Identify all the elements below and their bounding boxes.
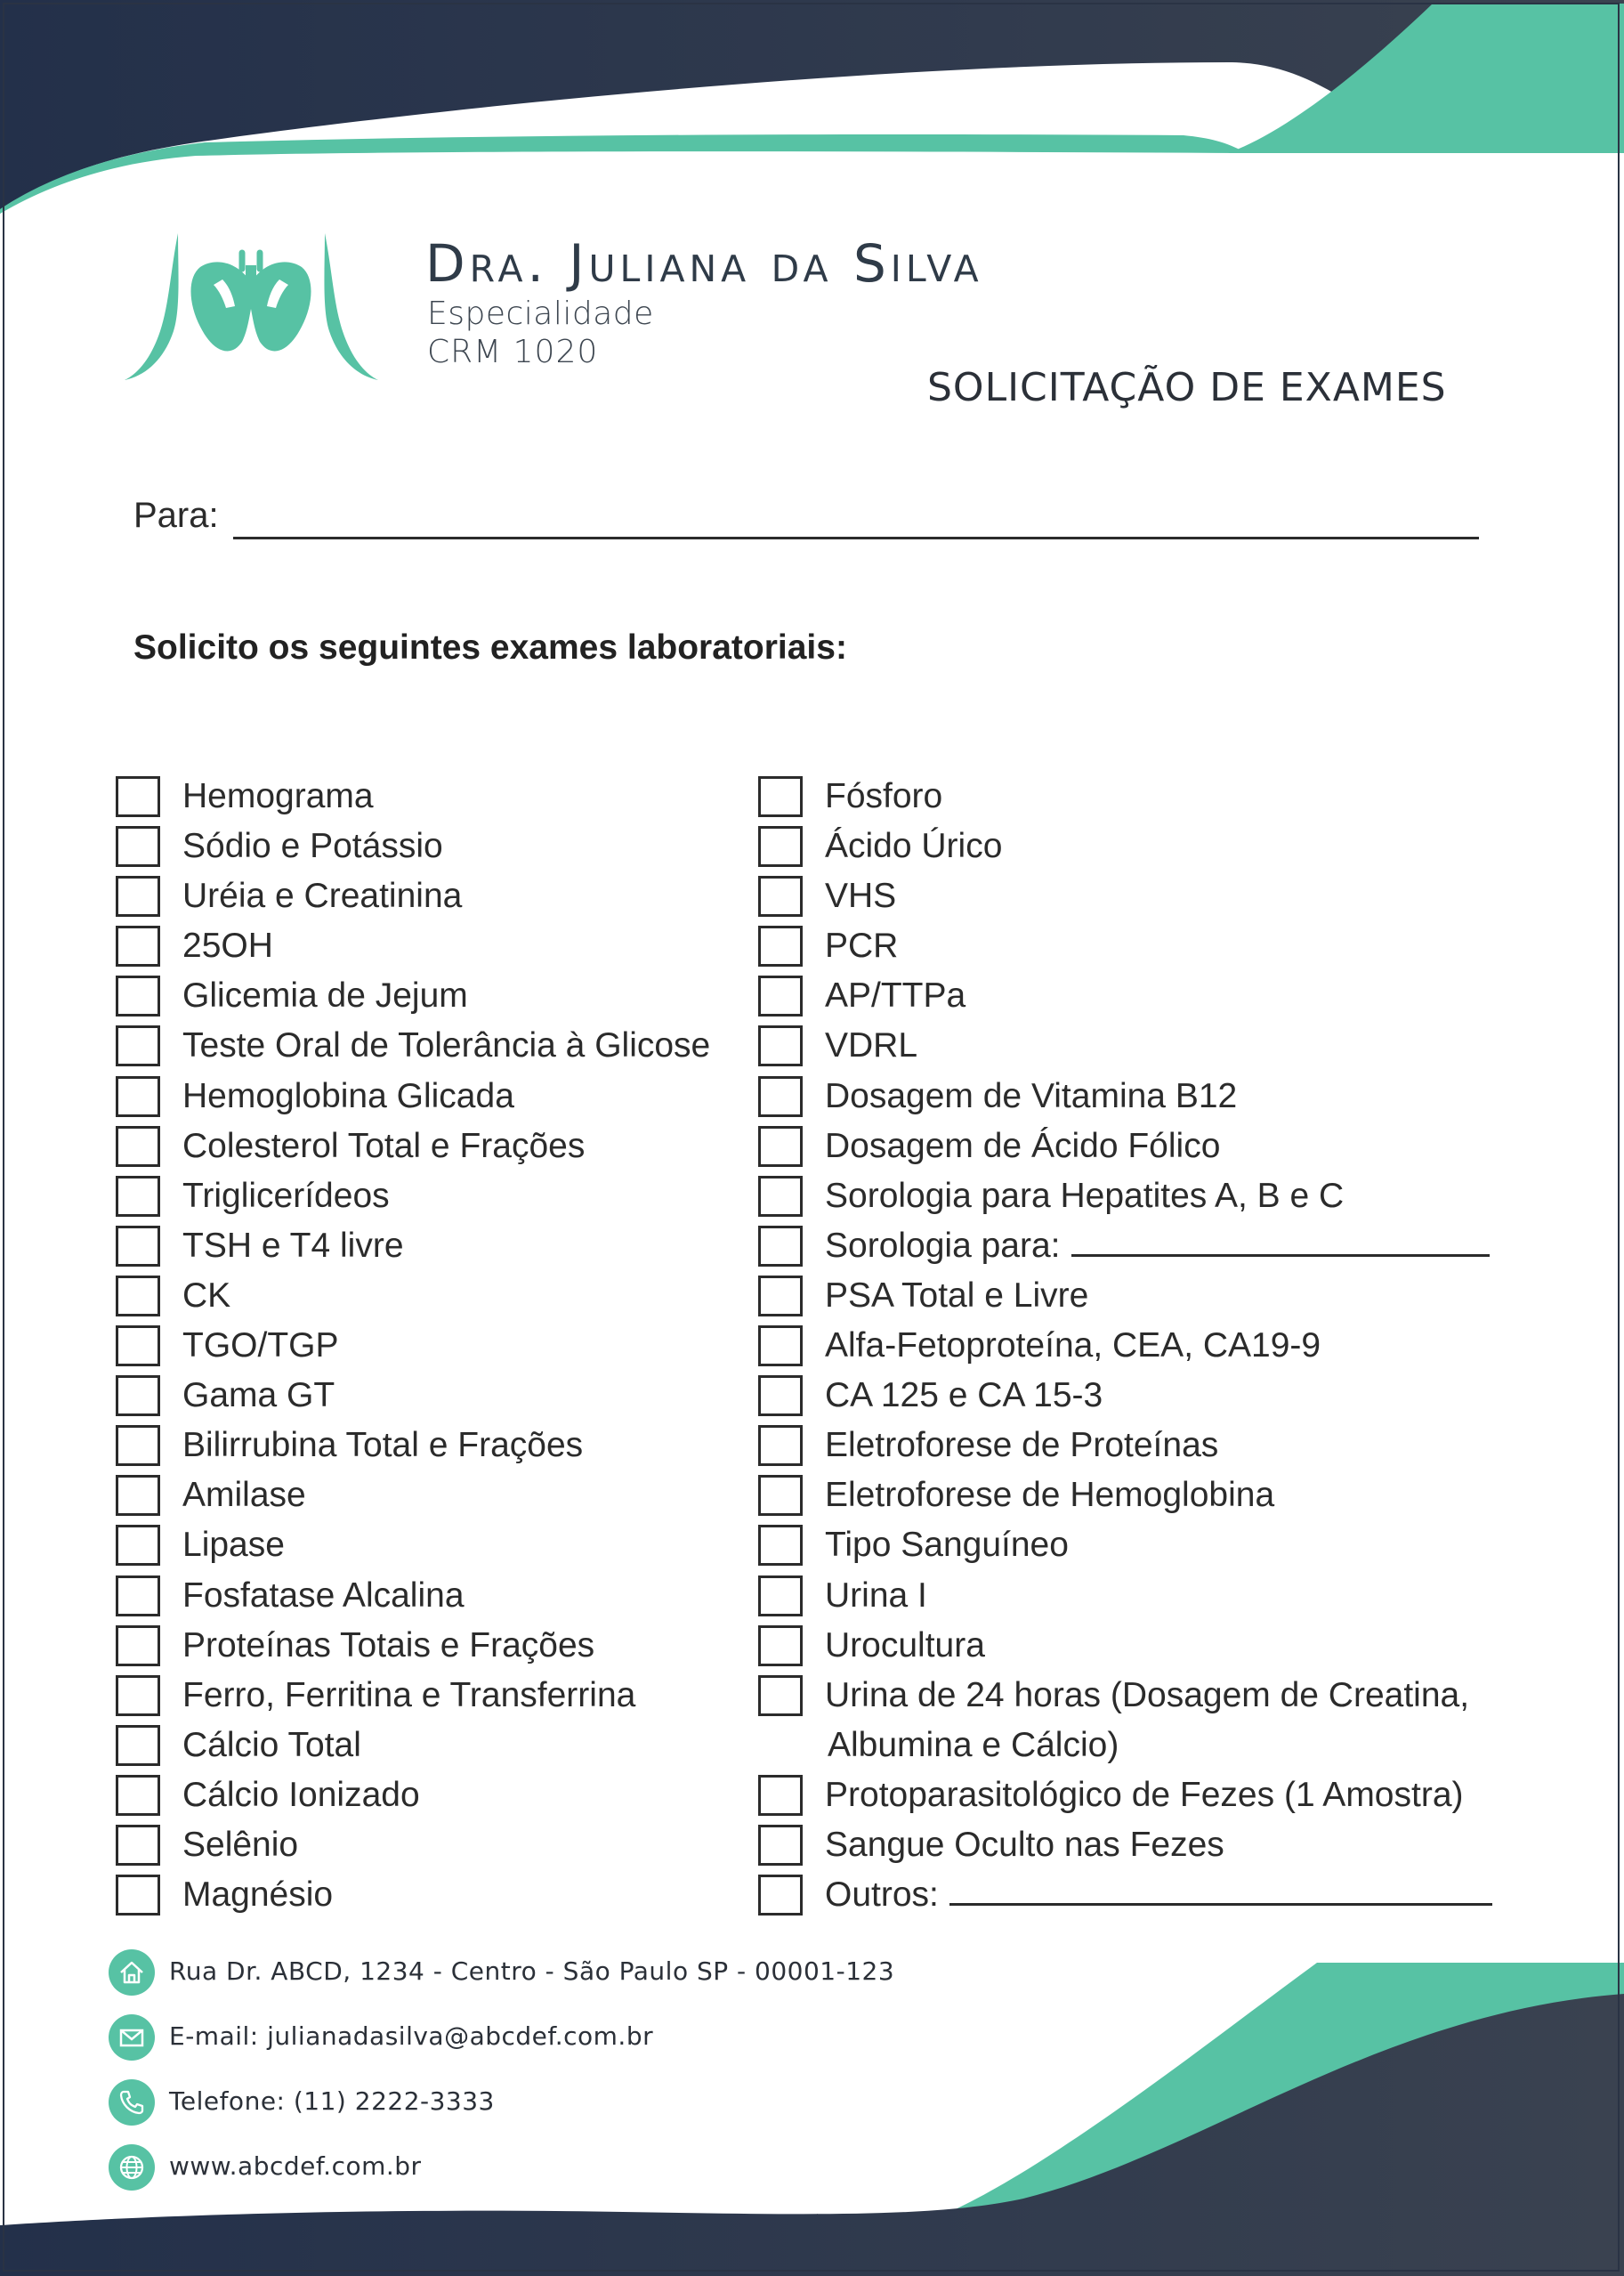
- exam-checkbox[interactable]: [758, 1325, 803, 1366]
- exam-label: Alfa-Fetoproteína, CEA, CA19-9: [825, 1326, 1321, 1365]
- exam-label: Colesterol Total e Frações: [182, 1126, 586, 1165]
- address-text: Rua Dr. ABCD, 1234 - Centro - São Paulo SP - 00001-123: [169, 1956, 895, 1986]
- exam-checkbox[interactable]: [758, 926, 803, 967]
- exam-checkbox[interactable]: [116, 1425, 160, 1466]
- exam-label: Dosagem de Ácido Fólico: [825, 1126, 1221, 1165]
- exam-label: Selênio: [182, 1825, 299, 1864]
- exam-checkbox[interactable]: [116, 1025, 160, 1066]
- exam-checkbox[interactable]: [758, 1276, 803, 1316]
- exam-label: Hemoglobina Glicada: [182, 1076, 514, 1115]
- exam-checkbox[interactable]: [116, 1675, 160, 1716]
- exam-checkbox[interactable]: [116, 1126, 160, 1167]
- thyroid-logo-icon: [125, 233, 378, 385]
- exam-checkbox[interactable]: [758, 876, 803, 917]
- doctor-name: Dra. Juliana da Silva: [425, 233, 983, 294]
- home-icon: [109, 1949, 155, 1996]
- doctor-specialty: Especialidade: [427, 296, 654, 332]
- exam-checkbox[interactable]: [116, 876, 160, 917]
- document-title: SOLICITAÇÃO DE EXAMES: [927, 365, 1447, 410]
- exam-checkbox[interactable]: [116, 776, 160, 817]
- exam-checkbox[interactable]: [758, 826, 803, 867]
- exam-checkbox[interactable]: [758, 1226, 803, 1267]
- exam-checkbox[interactable]: [116, 1525, 160, 1566]
- exam-label: Bilirrubina Total e Frações: [182, 1426, 584, 1465]
- exam-checkbox[interactable]: [758, 1525, 803, 1566]
- exam-label: Ferro, Ferritina e Transferrina: [182, 1675, 636, 1714]
- exam-label: Magnésio: [182, 1875, 334, 1915]
- exam-label: AP/TTPa: [825, 976, 966, 1016]
- exam-label: Teste Oral de Tolerância à Glicose: [182, 1026, 711, 1065]
- exam-checkbox[interactable]: [758, 1375, 803, 1416]
- exam-label: Urocultura: [825, 1625, 985, 1664]
- exam-label: PSA Total e Livre: [825, 1276, 1089, 1315]
- exam-label: Urina de 24 horas (Dosagem de Creatina,: [825, 1675, 1470, 1714]
- exam-checkbox[interactable]: [116, 1226, 160, 1267]
- intro-heading: Solicito os seguintes exames laboratoriais:: [133, 628, 847, 667]
- exam-label: TSH e T4 livre: [182, 1226, 404, 1265]
- exam-label: Dosagem de Vitamina B12: [825, 1076, 1238, 1115]
- exam-label: Sorologia para Hepatites A, B e C: [825, 1176, 1345, 1215]
- exam-label: CK: [182, 1276, 231, 1315]
- exam-label: Eletroforese de Hemoglobina: [825, 1476, 1275, 1515]
- doctor-crm: CRM 1020: [427, 334, 599, 370]
- exam-checkbox[interactable]: [758, 1775, 803, 1816]
- outros-fill-line[interactable]: [949, 1873, 1492, 1906]
- exam-checkbox[interactable]: [116, 976, 160, 1017]
- top-teal-stripe: [0, 134, 1246, 214]
- exam-checkbox[interactable]: [116, 1575, 160, 1616]
- exam-label: 25OH: [182, 927, 273, 966]
- exam-checkbox[interactable]: [116, 1325, 160, 1366]
- exam-label: Sorologia para:: [825, 1224, 1490, 1268]
- exam-checkbox[interactable]: [116, 1875, 160, 1916]
- exam-checkbox[interactable]: [758, 1025, 803, 1066]
- phone-icon: [109, 2079, 155, 2126]
- exam-checkbox[interactable]: [758, 1825, 803, 1866]
- exam-checkbox[interactable]: [116, 1176, 160, 1217]
- envelope-icon: [109, 2014, 155, 2061]
- exam-label: Urina I: [825, 1575, 927, 1615]
- exam-label: CA 125 e CA 15-3: [825, 1376, 1103, 1415]
- exam-label: Eletroforese de Proteínas: [825, 1426, 1219, 1465]
- exam-checkbox[interactable]: [116, 826, 160, 867]
- exam-label: PCR: [825, 927, 899, 966]
- exam-checkbox[interactable]: [758, 1625, 803, 1666]
- exam-checkbox[interactable]: [116, 1725, 160, 1766]
- exam-checkbox[interactable]: [758, 1575, 803, 1616]
- exam-checkbox[interactable]: [758, 1875, 803, 1916]
- exam-checkbox[interactable]: [758, 1675, 803, 1716]
- exam-label: Protoparasitológico de Fezes (1 Amostra): [825, 1775, 1464, 1814]
- exam-checkbox[interactable]: [116, 1276, 160, 1316]
- exam-label: Sangue Oculto nas Fezes: [825, 1825, 1224, 1864]
- exam-label: VHS: [825, 877, 897, 916]
- exam-checkbox[interactable]: [758, 976, 803, 1017]
- recipient-line[interactable]: [233, 537, 1479, 539]
- exam-label: Glicemia de Jejum: [182, 976, 468, 1016]
- exam-label: Lipase: [182, 1526, 285, 1565]
- exam-label: Tipo Sanguíneo: [825, 1526, 1069, 1565]
- website-link[interactable]: www.abcdef.com.br: [169, 2151, 422, 2181]
- exam-label: Uréia e Creatinina: [182, 877, 463, 916]
- exam-checkbox[interactable]: [116, 1775, 160, 1816]
- exam-label: Sódio e Potássio: [182, 827, 443, 866]
- exam-label: Hemograma: [182, 777, 374, 815]
- recipient-label: Para:: [133, 496, 219, 535]
- exam-checkbox[interactable]: [116, 1076, 160, 1117]
- exam-checkbox[interactable]: [116, 926, 160, 967]
- exam-checkbox[interactable]: [116, 1375, 160, 1416]
- exam-checkbox[interactable]: [758, 1176, 803, 1217]
- exam-label: Cálcio Total: [182, 1725, 361, 1764]
- exam-label: Albumina e Cálcio): [828, 1725, 1119, 1764]
- exam-checkbox[interactable]: [116, 1475, 160, 1516]
- exam-label: Cálcio Ionizado: [182, 1775, 420, 1814]
- exam-checkbox[interactable]: [758, 1425, 803, 1466]
- email-text[interactable]: E-mail: julianadasilva@abcdef.com.br: [169, 2021, 654, 2051]
- exam-label: Fósforo: [825, 777, 943, 815]
- phone-text: Telefone: (11) 2222-3333: [169, 2086, 495, 2116]
- exam-label: VDRL: [825, 1026, 918, 1065]
- exam-label: Triglicerídeos: [182, 1176, 390, 1215]
- exam-label: Amilase: [182, 1476, 306, 1515]
- exam-checkbox[interactable]: [758, 776, 803, 817]
- exam-checkbox[interactable]: [758, 1475, 803, 1516]
- exam-checkbox[interactable]: [758, 1076, 803, 1117]
- sorologia-fill-line[interactable]: [1071, 1224, 1490, 1257]
- exam-checkbox[interactable]: [116, 1625, 160, 1666]
- exam-label: Ácido Úrico: [825, 827, 1003, 866]
- globe-icon: [109, 2144, 155, 2191]
- exam-label: Outros:: [825, 1873, 1492, 1917]
- exam-label: Proteínas Totais e Frações: [182, 1625, 595, 1664]
- exam-checkbox[interactable]: [116, 1825, 160, 1866]
- exam-label: Fosfatase Alcalina: [182, 1575, 465, 1615]
- exam-label: Gama GT: [182, 1376, 335, 1415]
- exam-label: TGO/TGP: [182, 1326, 339, 1365]
- exam-checkbox[interactable]: [758, 1126, 803, 1167]
